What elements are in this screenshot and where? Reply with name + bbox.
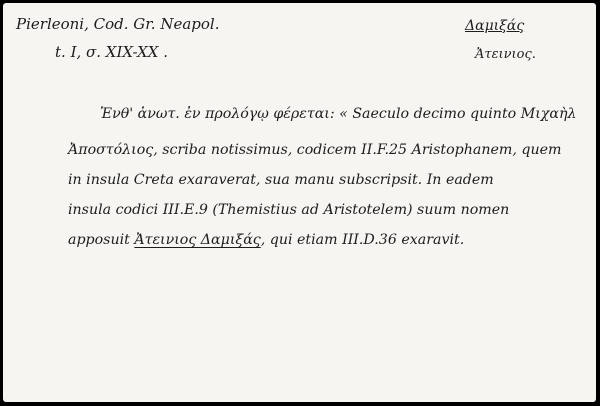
index-card — [3, 3, 596, 402]
scribe-signature: Ἀτεινιος Δαμιξάς — [134, 232, 261, 248]
body-line-2: Ἀποστόλιος, scriba notissimus, codicem II.F.25 Aristophanem, quem — [68, 142, 562, 158]
name-heading: Δαμιξάς — [465, 18, 525, 34]
reference-line-2: t. I, σ. XIX-XX . — [55, 43, 168, 61]
reference-line-1: Pierleoni, Cod. Gr. Neapol. — [16, 15, 220, 33]
body-line-5-end: , qui etiam III.D.36 exaravit. — [260, 232, 465, 248]
name-subheading: Ἀτεινιος. — [475, 47, 536, 62]
body-line-3: in insula Creta exaraverat, sua manu subscripsit. In eadem — [68, 172, 494, 188]
body-line-5-start: apposuit — [68, 232, 135, 248]
body-line-1: Ἐνθ' ἀνωτ. ἐν προλόγῳ φέρεται: « Saeculo decimo quinto Μιχαὴλ — [100, 106, 577, 122]
body-line-5 — [68, 233, 464, 247]
body-line-4: insula codici III.E.9 (Themistius ad Aristotelem) suum nomen — [68, 202, 510, 218]
